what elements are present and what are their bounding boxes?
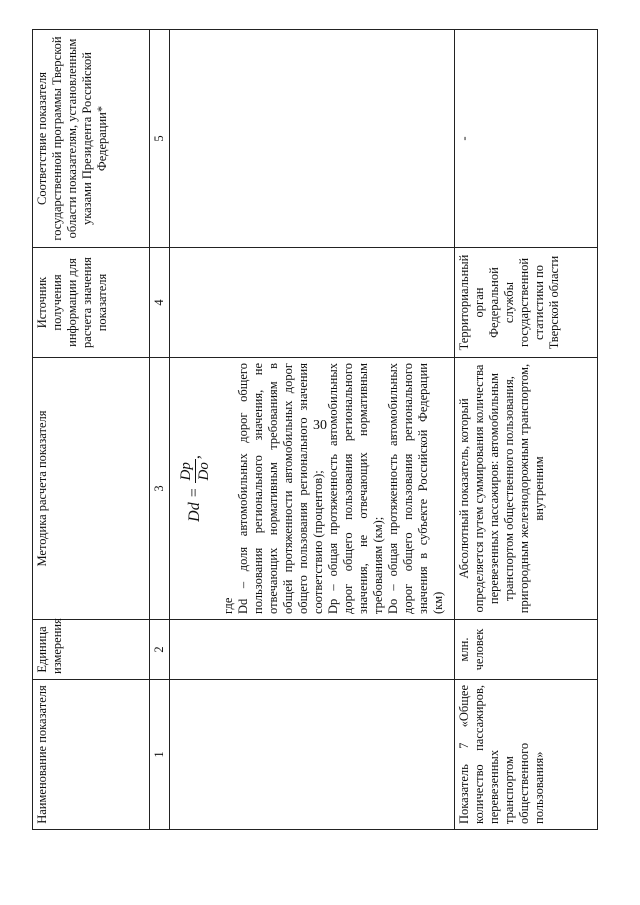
table-row [455,30,598,830]
header-row [33,30,150,830]
table-row [170,30,455,830]
page-number: 30 [313,418,327,433]
formula-numerator: Dp [178,459,196,483]
unit-cell [170,620,455,680]
indicator-name-cell: Показатель 7 «Общее количество пассажиров, перевезенных транспортом общественного пользования» [455,680,598,830]
rotated-table-container [32,30,597,830]
column-number: 1 [150,680,170,830]
source-cell [170,248,455,358]
column-number: 3 [150,358,170,620]
formula-suffix: , [186,455,204,460]
method-cell [455,358,598,620]
column-number: 5 [150,30,170,248]
header-conformity: Соответствие показателя государственной программы Тверской области показателям, установленным указами Президента Российской Федерации* [33,30,150,248]
method-cell [170,358,455,620]
indicator-table [32,29,598,830]
header-indicator-name: Наименование показателя [33,680,150,830]
formula-fraction [178,459,213,483]
indicator-name-cell [170,680,455,830]
column-number: 4 [150,248,170,358]
method-text-line: где [221,597,235,614]
header-source: Источник получения информации для расчета значения показателя [33,248,150,358]
unit-cell: млн. человек [455,620,598,680]
source-cell: Территориальный орган Федеральной службы государственной статистики по Тверской области [455,248,598,358]
formula-denominator: Do [196,462,212,481]
method-text-line: Dp – общая протяженность автомобильных дорог общего пользования регионального значения, не отвечающих нормативным требованиям (км); [326,363,385,614]
rotated-table-frame [32,30,597,830]
column-number: 2 [150,620,170,680]
column-number-row [150,30,170,830]
method-text-line: Абсолютный показатель, который определяется путем суммирования количества перевезенных пассажиров: автомобильным транспортом общественного пользования, пригородным железнодорожным транспортом, внутренним [457,363,546,614]
header-unit: Единица измерения [33,620,150,680]
formula [178,363,213,614]
method-text-line: Do – общая протяженность автомобильных дорог общего пользования регионального значения в субъекте Российской Федерации (км) [386,363,445,614]
conformity-cell [170,30,455,248]
method-text-line: Dd – доля автомобильных дорог общего пользования регионального значения, не отвечающих нормативным требованиям в общей протяженности автомобильных дорог общего пользования регионального значения соответствию (процентов); [236,363,325,614]
conformity-cell: - [455,30,598,248]
header-method: Методика расчета показателя [33,358,150,620]
formula-lhs: Dd = [186,487,204,522]
